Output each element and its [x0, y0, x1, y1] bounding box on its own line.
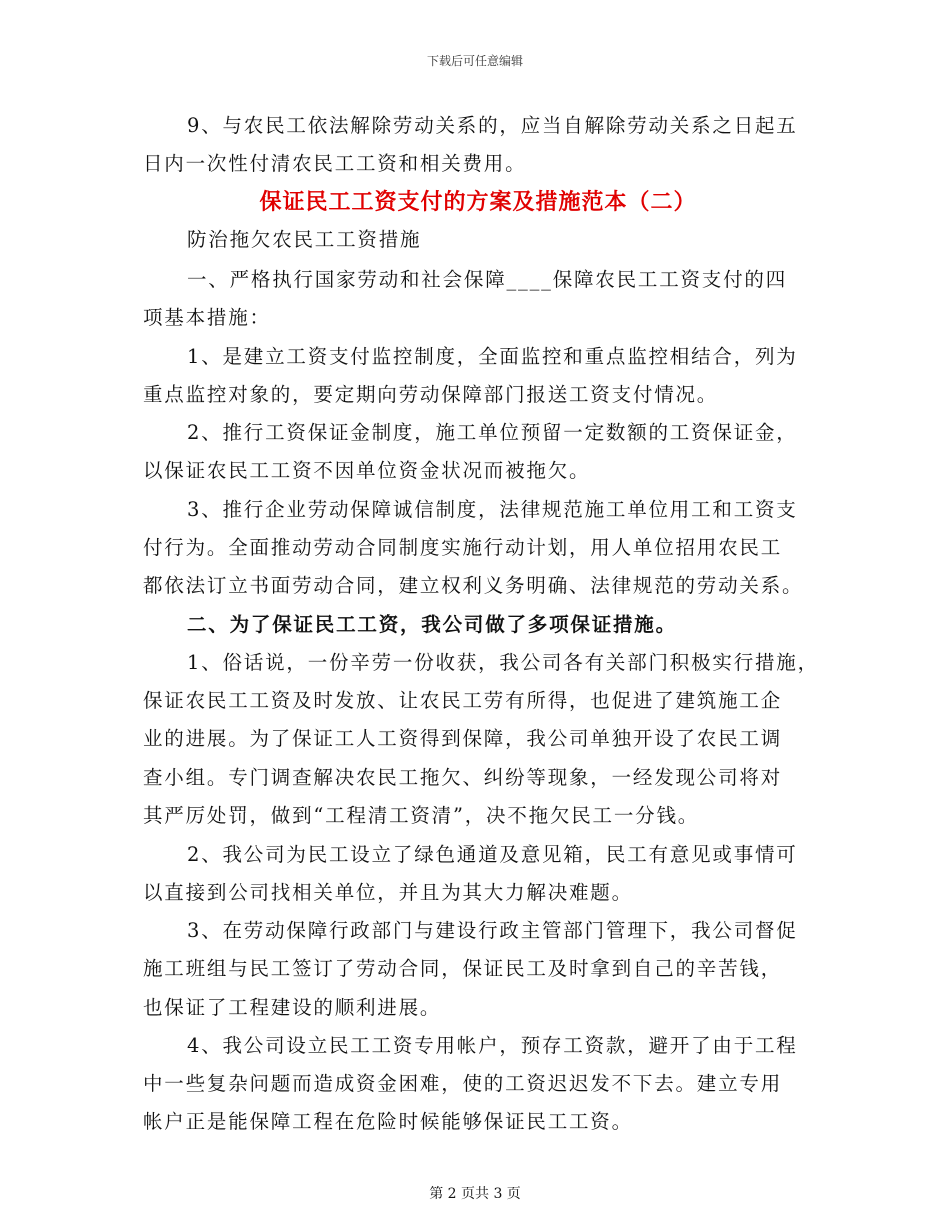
paragraph-line: 防治拖欠农民工工资措施	[187, 228, 422, 251]
paragraph-line: 以保证农民工工资不因单位资金状况而被拖欠。	[143, 459, 591, 482]
paragraph-line: 付行为。全面推动劳动合同制度实施行动计划，用人单位招用农民工	[143, 536, 783, 559]
page-header: 下载后可任意编辑	[426, 54, 523, 68]
section-heading: 二、为了保证民工工资，我公司做了多项保证措施。	[187, 613, 677, 636]
paragraph-line: 2、推行工资保证金制度，施工单位预留一定数额的工资保证金，	[187, 421, 798, 444]
paragraph-line: 业的进展。为了保证工人工资得到保障，我公司单独开设了农民工调	[143, 727, 783, 750]
paragraph-line: 3、推行企业劳动保障诚信制度，法律规范施工单位用工和工资支	[187, 498, 798, 521]
paragraph-line: 其严厉处罚，做到“工程清工资清”，决不拖欠民工一分钱。	[143, 804, 700, 827]
paragraph-line: 4、我公司设立民工工资专用帐户，预存工资款，避开了由于工程	[187, 1034, 798, 1057]
paragraph-line: 1、俗话说，一份辛劳一份收获，我公司各有关部门积极实行措施，	[187, 651, 819, 674]
section-title: 保证民工工资支付的方案及措施范本（二）	[259, 189, 697, 215]
paragraph-line: 查小组。专门调查解决农民工拖欠、纠纷等现象，一经发现公司将对	[143, 766, 783, 789]
paragraph-line: 以直接到公司找相关单位，并且为其大力解决难题。	[143, 881, 633, 904]
paragraph-line: 重点监控对象的，要定期向劳动保障部门报送工资支付情况。	[143, 383, 719, 406]
paragraph-line: 9、与农民工依法解除劳动关系的，应当自解除劳动关系之日起五	[187, 114, 798, 137]
paragraph-line: 一、严格执行国家劳动和社会保障____保障农民工工资支付的四	[187, 268, 788, 291]
paragraph-line: 3、在劳动保障行政部门与建设行政主管部门管理下，我公司督促	[187, 919, 798, 942]
paragraph-line: 日内一次性付清农民工工资和相关费用。	[143, 152, 527, 175]
page-footer: 第 2 页共 3 页	[429, 1186, 521, 1202]
paragraph-line: 2、我公司为民工设立了绿色通道及意见箱，民工有意见或事情可	[187, 843, 798, 866]
paragraph-line: 施工班组与民工签订了劳动合同，保证民工及时拿到自己的辛苦钱，	[143, 957, 783, 980]
paragraph-line: 也保证了工程建设的顺利进展。	[143, 996, 442, 1019]
paragraph-line: 保证农民工工资及时发放、让农民工劳有所得，也促进了建筑施工企	[143, 689, 783, 712]
paragraph-line: 都依法订立书面劳动合同，建立权利义务明确、法律规范的劳动关系。	[143, 574, 804, 597]
paragraph-line: 1、是建立工资支付监控制度，全面监控和重点监控相结合，列为	[187, 345, 798, 368]
paragraph-line: 项基本措施：	[143, 306, 271, 329]
paragraph-line: 帐户正是能保障工程在危险时候能够保证民工工资。	[143, 1110, 633, 1133]
paragraph-line: 中一些复杂问题而造成资金困难，使的工资迟迟发不下去。建立专用	[143, 1072, 783, 1095]
